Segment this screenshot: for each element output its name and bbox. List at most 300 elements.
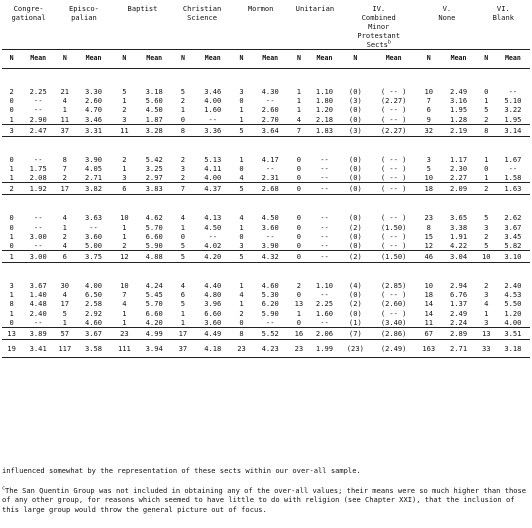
- n-column-header: N: [232, 50, 251, 69]
- group-header: [417, 4, 477, 50]
- mean-cell: 3.31: [74, 124, 112, 136]
- mean-cell: 4.60: [85, 317, 103, 327]
- n-cell: 1: [9, 290, 14, 300]
- mean-cell: 3.16: [450, 96, 468, 106]
- mean-cell: 2.71: [440, 340, 476, 358]
- table-row: [2, 105, 530, 114]
- n-cell: 17: [60, 299, 70, 309]
- n-cell: 14: [424, 308, 434, 318]
- mean-cell: ( -- ): [380, 231, 407, 241]
- n-cell: 0: [484, 87, 489, 96]
- mean-cell: 3.94: [136, 340, 172, 358]
- n-cell: 4: [62, 290, 67, 300]
- mean-cell: 1.10: [315, 281, 334, 291]
- table-row: [2, 318, 530, 328]
- mean-cell: 4.32: [251, 251, 289, 263]
- n-cell: (0): [348, 154, 362, 164]
- mean-cell: 5.82: [504, 240, 522, 250]
- mean-cell: 6.60: [145, 308, 163, 318]
- mean-cell: --: [33, 240, 43, 250]
- mean-cell: 6.60: [204, 308, 222, 318]
- mean-cell: (2.85): [380, 281, 407, 291]
- mean-cell: 4.00: [204, 96, 222, 106]
- n-cell: 1: [484, 173, 489, 183]
- n-cell: (23): [340, 340, 370, 358]
- n-cell: 18: [424, 290, 434, 300]
- mean-cell: 4.99: [136, 328, 172, 340]
- n-cell: (0): [348, 231, 362, 241]
- group-header-line: Protestant: [357, 31, 401, 40]
- mean-cell: 3.14: [496, 124, 530, 136]
- n-cell: 3: [484, 317, 489, 327]
- mean-column-header: Mean: [440, 50, 476, 69]
- n-cell: 8: [477, 124, 496, 136]
- group-header-line: VI.: [496, 4, 510, 13]
- mean-cell: 5.30: [261, 290, 279, 300]
- mean-cell: 4.13: [204, 213, 222, 223]
- n-cell: 2: [62, 231, 67, 241]
- mean-cell: 2.08: [29, 173, 47, 183]
- n-cell: 10: [120, 213, 129, 223]
- mean-cell: 4.60: [261, 281, 279, 291]
- mean-cell: 1.63: [496, 183, 530, 195]
- n-cell: 21: [60, 87, 70, 96]
- n-cell: 0: [9, 105, 14, 115]
- n-cell: 7: [122, 290, 127, 300]
- mean-cell: 3.63: [85, 213, 103, 223]
- n-cell: 2: [484, 114, 489, 124]
- table-body: [2, 69, 530, 358]
- group-header-line: Baptist: [127, 4, 158, 13]
- n-column-header: N: [172, 50, 193, 69]
- n-cell: 8: [9, 299, 14, 309]
- n-cell: 19: [2, 340, 21, 358]
- n-cell: 0: [296, 317, 302, 327]
- n-cell: (1): [348, 317, 362, 327]
- n-column-header: N: [289, 50, 308, 69]
- table-row: [2, 115, 530, 125]
- table-row: [2, 195, 530, 223]
- n-cell: 10: [477, 251, 496, 263]
- mean-cell: 4.88: [136, 251, 172, 263]
- footnote-continuation: influenced somewhat by the representation of these sects within our over-all sample.: [2, 466, 361, 475]
- group-header-line: Unitarian: [295, 4, 335, 13]
- table-row: [2, 69, 530, 97]
- n-column-header: N: [55, 50, 74, 69]
- group-header-line: Sects: [366, 40, 388, 49]
- n-cell: 4: [62, 240, 67, 250]
- n-cell: 3: [239, 240, 244, 250]
- mean-cell: 4.53: [504, 290, 522, 300]
- group-header-line: Christian: [182, 4, 222, 13]
- mean-cell: 4.00: [85, 281, 103, 291]
- n-cell: 23: [424, 213, 434, 223]
- mean-cell: 3.22: [504, 105, 522, 115]
- mean-cell: (1.50): [380, 222, 407, 232]
- n-cell: (3): [348, 96, 362, 106]
- mean-cell: 5.70: [145, 299, 163, 309]
- n-cell: 3: [2, 124, 21, 136]
- mean-cell: ( -- ): [380, 290, 407, 300]
- n-cell: 0: [296, 222, 302, 232]
- mean-cell: 5.70: [145, 222, 163, 232]
- group-header-line: V.: [442, 4, 452, 13]
- mean-cell: 1.40: [29, 290, 47, 300]
- mean-cell: 1.83: [309, 124, 341, 136]
- mean-cell: 2.71: [85, 173, 103, 183]
- mean-cell: --: [265, 96, 275, 106]
- n-cell: 1: [62, 105, 67, 115]
- mean-cell: 3.00: [29, 231, 47, 241]
- n-cell: 1: [296, 105, 302, 115]
- n-cell: 0: [9, 154, 14, 164]
- n-cell: 5: [122, 87, 127, 96]
- mean-cell: 5.90: [261, 308, 279, 318]
- mean-cell: 2.62: [504, 213, 522, 223]
- mean-cell: 2.97: [145, 173, 163, 183]
- group-header-line: Mormon: [247, 4, 274, 13]
- n-cell: 33: [477, 340, 496, 358]
- n-cell: 2: [477, 183, 496, 195]
- mean-cell: 2.60: [85, 96, 103, 106]
- group-header: [232, 4, 289, 50]
- mean-cell: 2.40: [504, 281, 522, 291]
- n-cell: 2: [239, 308, 244, 318]
- n-cell: 1: [122, 222, 127, 232]
- subtotal-row: [2, 328, 530, 340]
- mean-cell: 5.50: [504, 299, 522, 309]
- n-cell: 7: [426, 96, 431, 106]
- mean-cell: (2.27): [370, 124, 417, 136]
- mean-cell: 1.37: [450, 299, 468, 309]
- mean-cell: (1.50): [370, 251, 417, 263]
- n-cell: 4: [180, 213, 186, 223]
- mean-cell: 2.31: [261, 173, 279, 183]
- n-cell: 3: [484, 290, 489, 300]
- mean-cell: 3.67: [504, 222, 522, 232]
- n-cell: 1: [239, 281, 244, 291]
- mean-cell: 5.42: [145, 154, 163, 164]
- mean-cell: 2.60: [261, 105, 279, 115]
- table-row: [2, 136, 530, 164]
- mean-cell: 4.02: [204, 240, 222, 250]
- n-cell: (0): [348, 308, 362, 318]
- mean-cell: ( -- ): [380, 240, 407, 250]
- mean-cell: 3.46: [204, 87, 222, 96]
- mean-cell: --: [265, 317, 275, 327]
- mean-cell: 3.25: [145, 163, 163, 173]
- n-column-header: N: [2, 50, 21, 69]
- n-cell: 2: [180, 173, 186, 183]
- n-cell: (2): [348, 222, 362, 232]
- mean-cell: 4.50: [145, 105, 163, 115]
- group-header-line: Blank: [492, 13, 514, 22]
- n-cell: 1: [239, 114, 244, 124]
- mean-column-header: Mean: [74, 50, 112, 69]
- n-cell: 9: [426, 114, 431, 124]
- n-cell: 23: [113, 328, 136, 340]
- mean-cell: 2.19: [440, 124, 476, 136]
- mean-cell: --: [33, 154, 43, 164]
- group-header-line: None: [438, 13, 456, 22]
- n-cell: 1: [9, 114, 14, 124]
- n-cell: (2): [340, 251, 370, 263]
- n-cell: 1: [122, 308, 127, 318]
- n-cell: 3: [122, 114, 127, 124]
- mean-cell: 4.05: [85, 163, 103, 173]
- mean-cell: 1.58: [504, 173, 522, 183]
- n-cell: 10: [424, 87, 434, 96]
- n-cell: 10: [424, 281, 434, 291]
- group-header-line: Episco-: [69, 4, 99, 13]
- group-header: [55, 4, 112, 50]
- mean-cell: 3.00: [21, 251, 55, 263]
- mean-cell: (2.27): [380, 96, 407, 106]
- n-cell: 6: [426, 105, 431, 115]
- n-cell: 16: [289, 328, 308, 340]
- n-cell: (0): [348, 290, 362, 300]
- mean-cell: (2.86): [370, 328, 417, 340]
- n-column-header: N: [417, 50, 440, 69]
- n-cell: 1: [62, 222, 67, 232]
- mean-cell: 2.47: [21, 124, 55, 136]
- mean-cell: --: [33, 96, 43, 106]
- mean-column-header: Mean: [496, 50, 530, 69]
- n-cell: 163: [417, 340, 440, 358]
- n-cell: 0: [239, 163, 244, 173]
- n-cell: 8: [426, 222, 431, 232]
- n-cell: 11: [113, 124, 136, 136]
- mean-cell: --: [508, 163, 518, 173]
- mean-cell: --: [508, 87, 518, 96]
- mean-cell: 2.92: [85, 308, 103, 318]
- n-cell: 8: [232, 328, 251, 340]
- mean-cell: (2.49): [370, 340, 417, 358]
- footnote-c: [2, 485, 531, 514]
- n-cell: 18: [417, 183, 440, 195]
- n-cell: 0: [296, 154, 302, 164]
- mean-cell: 1.92: [21, 183, 55, 195]
- n-cell: (0): [348, 173, 362, 183]
- n-column-header: N: [340, 50, 370, 69]
- mean-cell: 2.27: [450, 173, 468, 183]
- n-cell: 5: [232, 183, 251, 195]
- subtotal-row: [2, 124, 530, 136]
- mean-cell: 3.82: [74, 183, 112, 195]
- mean-cell: 4.18: [194, 340, 232, 358]
- n-cell: (0): [348, 213, 362, 223]
- n-cell: 3: [239, 87, 244, 96]
- mean-cell: 3.90: [85, 154, 103, 164]
- mean-cell: 4.37: [194, 183, 232, 195]
- mean-cell: 4.50: [261, 213, 279, 223]
- n-cell: 1: [9, 308, 14, 318]
- mean-cell: 3.60: [85, 231, 103, 241]
- n-cell: 5: [484, 213, 489, 223]
- n-cell: 13: [294, 299, 304, 309]
- n-cell: 1: [122, 231, 127, 241]
- mean-cell: 5.90: [145, 240, 163, 250]
- group-header-line: Minor: [368, 22, 390, 31]
- mean-column-header: Mean: [194, 50, 232, 69]
- mean-cell: 1.75: [29, 163, 47, 173]
- n-cell: 2: [484, 281, 489, 291]
- table-row: [2, 223, 530, 232]
- n-cell: 4: [484, 299, 489, 309]
- mean-cell: --: [320, 290, 329, 300]
- mean-cell: 3.58: [74, 340, 112, 358]
- mean-cell: 1.60: [315, 308, 334, 318]
- n-cell: 5: [232, 251, 251, 263]
- mean-cell: 1.91: [450, 231, 468, 241]
- table-row: [2, 290, 530, 299]
- n-cell: 0: [9, 96, 14, 106]
- mean-cell: 3.67: [74, 328, 112, 340]
- table-row: [2, 263, 530, 291]
- mean-cell: 4.49: [194, 328, 232, 340]
- n-cell: 1: [239, 299, 244, 309]
- mean-cell: 3.65: [450, 213, 468, 223]
- mean-cell: 2.49: [450, 87, 468, 96]
- mean-cell: 2.70: [261, 114, 279, 124]
- n-cell: 5: [232, 124, 251, 136]
- n-cell: 13: [477, 328, 496, 340]
- n-cell: 0: [484, 163, 489, 173]
- mean-cell: 1.20: [504, 308, 522, 318]
- n-cell: 2: [9, 87, 14, 96]
- n-cell: 7: [289, 124, 308, 136]
- mean-cell: 4.24: [145, 281, 163, 291]
- mean-cell: 2.58: [85, 299, 103, 309]
- n-cell: 3: [484, 222, 489, 232]
- grand-total-row: [2, 340, 530, 358]
- mean-cell: 1.17: [450, 154, 468, 164]
- n-cell: 4: [239, 173, 244, 183]
- mean-cell: --: [309, 183, 341, 195]
- mean-cell: 2.25: [29, 87, 47, 96]
- mean-cell: 2.94: [450, 281, 468, 291]
- mean-column-header: Mean: [309, 50, 341, 69]
- table-row: [2, 299, 530, 308]
- mean-cell: 2.40: [29, 308, 47, 318]
- mean-cell: --: [265, 163, 275, 173]
- n-cell: 11: [424, 317, 434, 327]
- mean-cell: 2.09: [440, 183, 476, 195]
- mean-cell: 3.04: [440, 251, 476, 263]
- n-cell: 0: [9, 317, 14, 327]
- mean-cell: 5.00: [85, 240, 103, 250]
- n-cell: (0): [340, 183, 370, 195]
- n-cell: 1: [62, 317, 67, 327]
- mean-cell: 2.30: [450, 163, 468, 173]
- group-header: [2, 4, 55, 50]
- n-cell: (3): [340, 124, 370, 136]
- mean-cell: ( -- ): [380, 105, 407, 115]
- n-cell: 5: [180, 87, 186, 96]
- n-cell: 4: [62, 213, 67, 223]
- mean-cell: 3.75: [74, 251, 112, 263]
- n-cell: 0: [239, 96, 244, 106]
- group-header-row: [2, 4, 530, 50]
- n-cell: 2: [62, 173, 67, 183]
- mean-cell: 3.51: [496, 328, 530, 340]
- mean-cell: --: [33, 222, 43, 232]
- n-cell: 1: [9, 231, 14, 241]
- n-cell: (0): [348, 105, 362, 115]
- mean-cell: --: [320, 173, 329, 183]
- n-cell: 5: [172, 251, 193, 263]
- mean-cell: 4.22: [450, 240, 468, 250]
- mean-cell: (2.60): [380, 299, 407, 309]
- n-cell: 0: [180, 114, 186, 124]
- mean-cell: 5.60: [145, 96, 163, 106]
- n-cell: 13: [2, 328, 21, 340]
- n-cell: (2): [348, 299, 362, 309]
- n-cell: 4: [62, 96, 67, 106]
- n-cell: 5: [484, 105, 489, 115]
- mean-cell: 3.38: [450, 222, 468, 232]
- n-cell: 1: [239, 105, 244, 115]
- n-cell: 0: [289, 251, 308, 263]
- n-cell: 32: [417, 124, 440, 136]
- n-cell: 1: [122, 96, 127, 106]
- group-header-line: Combined: [361, 13, 396, 22]
- n-cell: 1: [9, 163, 14, 173]
- n-cell: 1: [122, 163, 127, 173]
- mean-cell: 3.10: [496, 251, 530, 263]
- mean-cell: 6.50: [85, 290, 103, 300]
- mean-cell: 3.18: [145, 87, 163, 96]
- mean-cell: ( -- ): [380, 308, 407, 318]
- mean-cell: 3.41: [21, 340, 55, 358]
- n-cell: 1: [484, 308, 489, 318]
- mean-cell: 2.68: [251, 183, 289, 195]
- n-cell: 1: [122, 317, 127, 327]
- mean-cell: 4.00: [504, 317, 522, 327]
- mean-cell: 1.28: [450, 114, 468, 124]
- mean-cell: 2.90: [29, 114, 47, 124]
- mean-cell: 4.80: [204, 290, 222, 300]
- mean-cell: ( -- ): [380, 173, 407, 183]
- n-cell: 15: [424, 231, 434, 241]
- mean-column-header: Mean: [370, 50, 417, 69]
- mean-cell: --: [208, 231, 217, 241]
- n-cell: 17: [55, 183, 74, 195]
- mean-cell: --: [33, 317, 43, 327]
- n-cell: 14: [424, 299, 434, 309]
- n-cell: 111: [113, 340, 136, 358]
- n-cell: 1: [2, 251, 21, 263]
- mean-cell: --: [320, 240, 329, 250]
- n-cell: 5: [62, 308, 67, 318]
- n-cell: 0: [296, 240, 302, 250]
- table-row: [2, 164, 530, 173]
- mean-cell: 4.20: [194, 251, 232, 263]
- mean-cell: 4.23: [251, 340, 289, 358]
- mean-cell: --: [33, 213, 43, 223]
- mean-cell: 1.20: [315, 105, 334, 115]
- group-header: [172, 4, 232, 50]
- n-cell: 0: [9, 240, 14, 250]
- n-cell: 1: [180, 317, 186, 327]
- n-cell: 67: [417, 328, 440, 340]
- mean-cell: ( -- ): [380, 163, 407, 173]
- subheader-row: [2, 50, 530, 69]
- group-header: [477, 4, 530, 50]
- n-cell: 7: [62, 163, 67, 173]
- n-cell: 1: [180, 308, 186, 318]
- n-cell: 1: [239, 154, 244, 164]
